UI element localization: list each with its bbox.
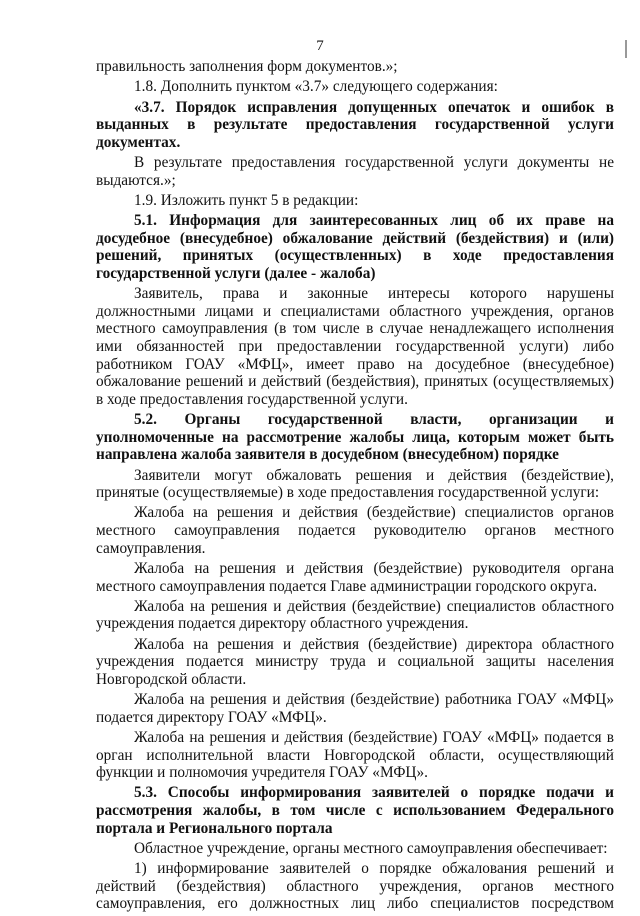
paragraph: 1.8. Дополнить пунктом «3.7» следующего содержания:: [134, 78, 498, 96]
paragraph: 1) информирование заявителей о порядке обжалования решений и действий (бездействия) областного учреждения, органов местного самоуправления, его должностных лиц либо специалистов посредством: [96, 860, 614, 913]
paragraph: Жалоба на решения и действия (бездействие) директора областного учреждения подается министру труда и социальной защиты населения Новгородской области.: [96, 635, 614, 688]
section-heading: 5.2. Органы государственной власти, организации и уполномоченные на рассмотрение жалобы лица, которым может быть направлена жалоба заявителя в досудебном (внесудебном) порядке: [96, 411, 614, 464]
paragraph: В результате предоставления государственной услуги документы не выдаются.»;: [96, 154, 614, 189]
paragraph: Областное учреждение, органы местного самоуправления обеспечивает:: [134, 839, 608, 857]
paragraph: Жалоба на решения и действия (бездействие) специалистов областного учреждения подается директору областного учреждения.: [96, 597, 614, 633]
paragraph: 1.9. Изложить пункт 5 в редакции:: [134, 191, 359, 209]
paragraph: Заявители могут обжаловать решения и действия (бездействие), принятые (осуществляемые) в ходе предоставления государственной услуги:: [96, 466, 614, 502]
paragraph: правильность заполнения форм документов.»;: [96, 58, 398, 75]
document-body: [96, 58, 614, 916]
section-heading: «3.7. Порядок исправления допущенных опечаток и ошибок в выданных в результате предоставления государственной услуги документах.: [96, 98, 614, 151]
paragraph: Заявитель, права и законные интересы которого нарушены должностными лицами и специалистами областного учреждения, органов местного самоуправления (в том числе в случае ненадлежащего исполнения ими обязанностей при предоставлении государственной услуги) либо работником ГОАУ «МФЦ», имеет право на досудебное (внесудебное) обжалование решений и действий (бездействия), принятых (осуществляемых) в ходе предоставления государственной услуги.: [96, 285, 614, 408]
page-number: 7: [316, 38, 324, 54]
paragraph: Жалоба на решения и действия (бездействие) специалистов органов местного самоуправления подается руководителю органов местного самоуправления.: [96, 504, 614, 557]
section-heading: 5.1. Информация для заинтересованных лиц об их праве на досудебное (внесудебное) обжалование действий (бездействия) и (или) решений, принятых (осуществленных) в ходе предоставления государственной услуги (далее - жалоба): [96, 212, 614, 282]
paragraph: Жалоба на решения и действия (бездействие) руководителя органа местного самоуправления подается Главе администрации городского округа.: [96, 559, 614, 595]
paragraph: Жалоба на решения и действия (бездействие) ГОАУ «МФЦ» подается в орган исполнительной власти Новгородской области, осуществляющий функции и полномочия учредителя ГОАУ «МФЦ».: [96, 729, 614, 782]
scan-edge-mark: [625, 40, 627, 58]
section-heading: 5.3. Способы информирования заявителей о порядке подачи и рассмотрения жалобы, в том числе с использованием Федерального портала и Регионального портала: [96, 784, 614, 837]
paragraph: Жалоба на решения и действия (бездействие) работника ГОАУ «МФЦ» подается директору ГОАУ «МФЦ».: [96, 691, 614, 726]
